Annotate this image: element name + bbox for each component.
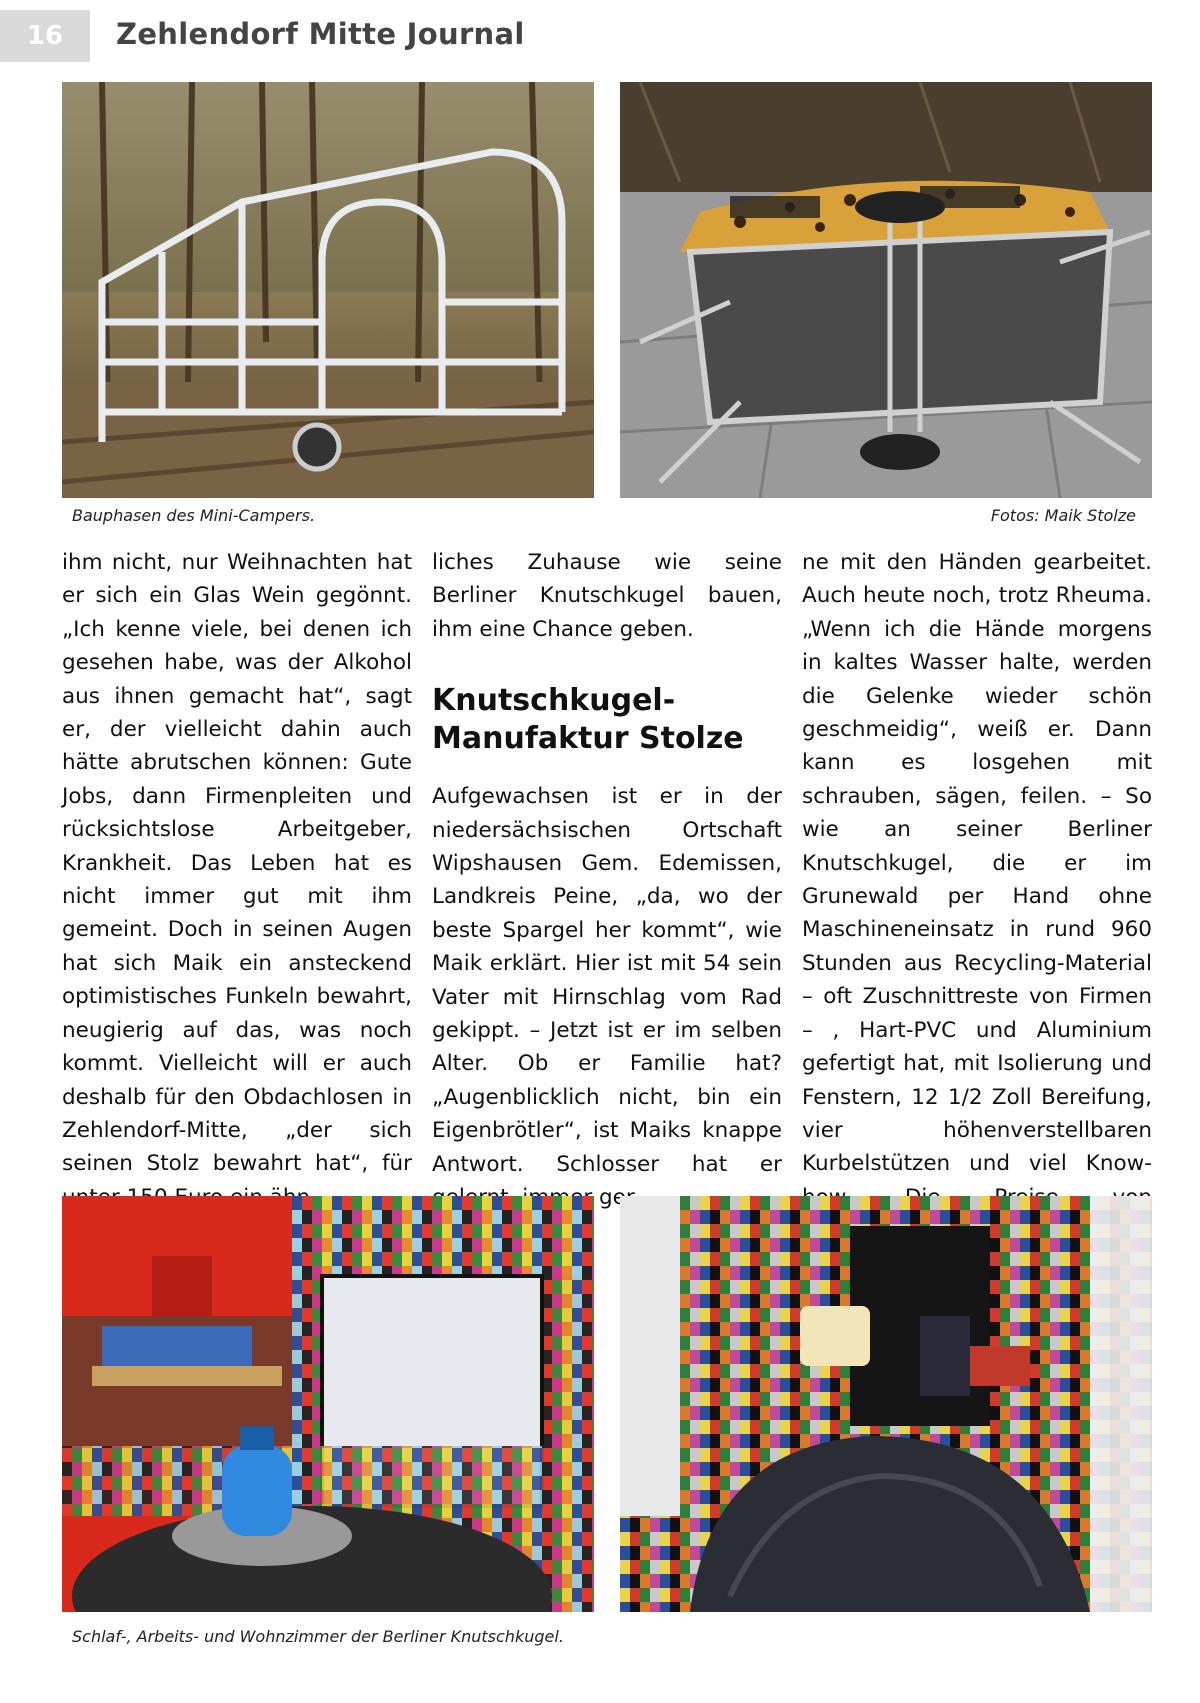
camper-interior-bed-photo: [620, 1196, 1152, 1612]
article-paragraph: Aufgewachsen ist er in der niedersächsischen Ortschaft Wipshausen Gem. Edemissen, Landkreis Peine, „da, wo der beste Spargel her kommt“, wie Maik erklärt. Hier ist mit 54 sein Vater mit Hirnschlag vom Rad gekippt. – Jetzt ist er im selben Alter. Ob er Familie hat? „Augenblicklich nicht, bin ein Eigenbrötler“, ist Maiks knappe Antwort. Schlosser hat er: [432, 784, 782, 1177]
article-column-2: [432, 546, 782, 1215]
page-number: 16: [0, 10, 90, 62]
caption-photo-credit: Fotos: Maik Stolze: [990, 506, 1136, 525]
caption-top-left: Bauphasen des Mini-Campers.: [72, 506, 316, 525]
leopard-camper-photo: [620, 82, 1152, 498]
page-header: [0, 0, 1200, 72]
caption-bottom: Schlaf-, Arbeits- und Wohnzimmer der Berliner Knutschkugel.: [72, 1627, 564, 1646]
article-column-3: [802, 546, 1152, 1248]
section-heading: Knutschkugel-Manufaktur Stolze: [432, 683, 744, 757]
article-paragraph: ne mit den Händen gearbeitet. Auch heute noch, trotz Rheuma. „Wenn ich die Hände morgens in kaltes Wasser halte, werden die Gelenke wieder schön geschmeidig“, weiß er. Dann kann es losgehen mit schrauben, sägen, feilen. – So wie an seiner Berliner Knutschkugel, die er im Grunewald per Hand ohne Maschineneinsatz in rund 960 Stunden aus Recycling-Material – oft Zuschnittreste von Firmen – , Hart-PVC und Aluminium gefertigt hat, mit Isolierung und Fenstern, 12 1/2 Zoll Bereifung, vier höhenverstellbaren Kurbelstützen und viel Know-: [802, 550, 1152, 1177]
article-column-1: [62, 546, 412, 1214]
camper-interior-kitchen-photo: [62, 1196, 594, 1612]
article-paragraph: liches Zuhause wie seine Berliner Knutschkugel bauen, ihm eine Chance geben.: [432, 550, 782, 642]
journal-title: Zehlendorf Mitte Journal: [116, 17, 525, 51]
forest-camper-frame-photo: [62, 82, 594, 498]
article-paragraph: ihm nicht, nur Weihnachten hat er sich ein Glas Wein gegönnt. „Ich kenne viele, bei denen ich gesehen habe, was der Alkohol aus ihnen gemacht hat“, sagt er, der vielleicht dahin auch hätte abrutschen können: Gute Jobs, dann Firmenpleiten und rücksichtslose Arbeitgeber, Krankheit. Das Leben hat es nicht immer gut mit ihm gemeint. Doch in seinen Augen hat sich Maik ein ansteckend optimistisches Funkeln bewahrt, neugierig auf das, was noch kommt. Vielleicht will er auch deshalb für den Obdachlosen in Zehlendorf-Mitte, „der sich seinen Stolz bewahrt hat“, für: [62, 550, 412, 1177]
